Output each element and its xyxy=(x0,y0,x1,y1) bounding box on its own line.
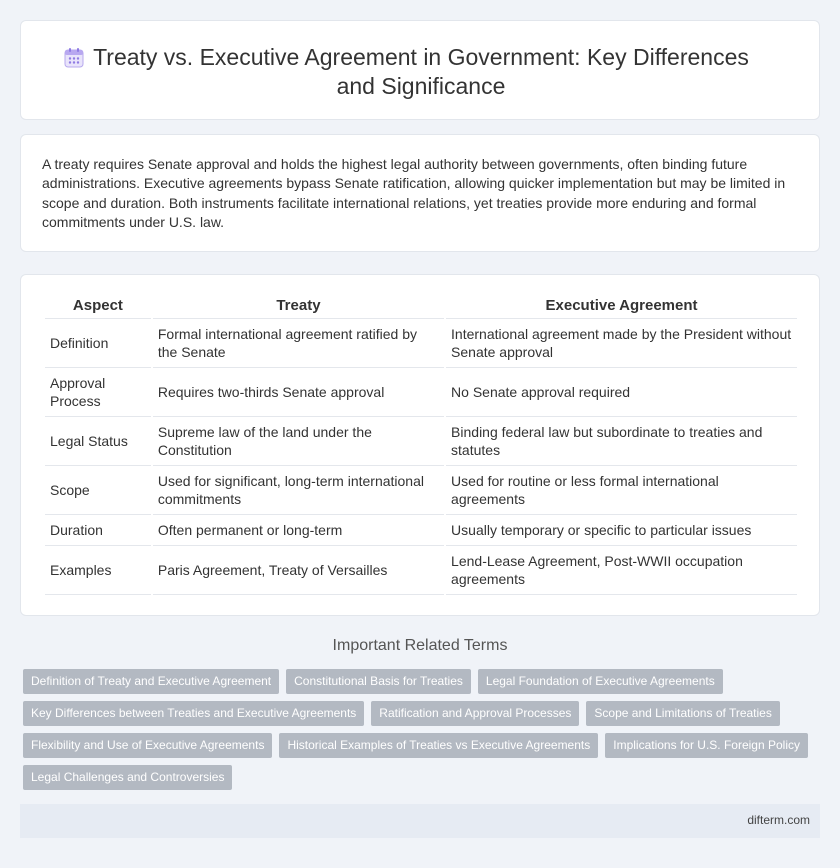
footer-site-link[interactable]: difterm.com xyxy=(747,813,810,827)
related-term-tag[interactable]: Constitutional Basis for Treaties xyxy=(286,669,471,694)
table-row xyxy=(45,466,797,515)
footer xyxy=(20,804,820,838)
header-executive-agreement: Executive Agreement xyxy=(446,293,797,319)
cell-aspect: Approval Process xyxy=(45,368,151,417)
cell-treaty: Formal international agreement ratified by the Senate xyxy=(153,319,444,368)
cell-executive-agreement: Lend-Lease Agreement, Post-WWII occupation agreements xyxy=(446,546,797,595)
cell-executive-agreement: No Senate approval required xyxy=(446,368,797,417)
page-title-line2: and Significance xyxy=(336,73,506,99)
comparison-table-card xyxy=(20,274,820,616)
related-term-tag[interactable]: Scope and Limitations of Treaties xyxy=(586,701,779,726)
related-term-tag[interactable]: Key Differences between Treaties and Executive Agreements xyxy=(23,701,364,726)
cell-executive-agreement: International agreement made by the President without Senate approval xyxy=(446,319,797,368)
comparison-table xyxy=(43,293,799,595)
page-title-line1: Treaty vs. Executive Agreement in Government: Key Differences xyxy=(93,44,749,70)
related-term-tag[interactable]: Legal Foundation of Executive Agreements xyxy=(478,669,723,694)
header-aspect: Aspect xyxy=(45,293,151,319)
cell-executive-agreement: Usually temporary or specific to particular issues xyxy=(446,515,797,546)
table-row xyxy=(45,319,797,368)
cell-treaty: Often permanent or long-term xyxy=(153,515,444,546)
cell-executive-agreement: Binding federal law but subordinate to treaties and statutes xyxy=(446,417,797,466)
related-terms-title: Important Related Terms xyxy=(332,637,508,654)
related-term-tag[interactable]: Implications for U.S. Foreign Policy xyxy=(605,733,808,758)
cell-aspect: Examples xyxy=(45,546,151,595)
cell-treaty: Supreme law of the land under the Constitution xyxy=(153,417,444,466)
cell-aspect: Scope xyxy=(45,466,151,515)
related-term-tag[interactable]: Definition of Treaty and Executive Agreement xyxy=(23,669,279,694)
table-row xyxy=(45,417,797,466)
table-header-row xyxy=(45,293,797,319)
related-term-tag[interactable]: Flexibility and Use of Executive Agreements xyxy=(23,733,272,758)
cell-aspect: Legal Status xyxy=(45,417,151,466)
cell-treaty: Requires two-thirds Senate approval xyxy=(153,368,444,417)
table-row xyxy=(45,368,797,417)
cell-aspect: Definition xyxy=(45,319,151,368)
header-card xyxy=(20,20,820,120)
intro-card xyxy=(20,134,820,252)
related-term-tag[interactable]: Historical Examples of Treaties vs Executive Agreements xyxy=(279,733,598,758)
related-term-tag[interactable]: Ratification and Approval Processes xyxy=(371,701,579,726)
cell-treaty: Paris Agreement, Treaty of Versailles xyxy=(153,546,444,595)
page-title xyxy=(21,43,821,101)
cell-aspect: Duration xyxy=(45,515,151,546)
cell-treaty: Used for significant, long-term international commitments xyxy=(153,466,444,515)
intro-text: A treaty requires Senate approval and holds the highest legal authority between governments, often binding future administrations. Executive agreements bypass Senate ratification, allowing quicker implementation but may be limited in scope and duration. Both instruments facilitate international relations, yet treaties provide more enduring and formal commitments under U.S. law. xyxy=(42,156,786,230)
header-treaty: Treaty xyxy=(153,293,444,319)
related-term-tag[interactable]: Legal Challenges and Controversies xyxy=(23,765,232,790)
table-row xyxy=(45,546,797,595)
related-terms-tags xyxy=(23,669,823,797)
cell-executive-agreement: Used for routine or less formal international agreements xyxy=(446,466,797,515)
table-row xyxy=(45,515,797,546)
